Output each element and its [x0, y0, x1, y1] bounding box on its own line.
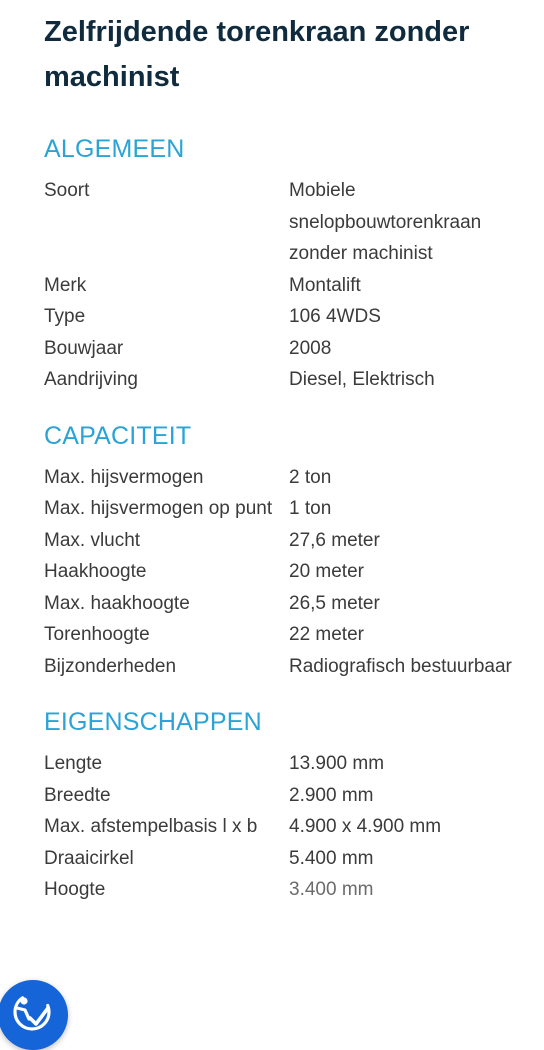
spec-row: [44, 811, 524, 843]
spec-value: Diesel, Elektrisch: [289, 369, 435, 390]
spec-value: 26,5 meter: [289, 592, 380, 614]
spec-label: Aandrijving: [44, 369, 138, 390]
spec-label: Breedte: [44, 784, 111, 806]
spec-row: [44, 843, 524, 875]
spec-value: 20 meter: [289, 561, 364, 582]
spec-value: 3.400 mm: [289, 879, 374, 900]
spec-value: 1 ton: [289, 498, 332, 519]
spec-value: 106 4WDS: [289, 306, 381, 327]
spec-row: [44, 493, 524, 525]
section-heading-eigenschappen: EIGENSCHAPPEN: [44, 708, 262, 736]
spec-label: Max. hijsvermogen: [44, 466, 204, 488]
spec-label: Bijzonderheden: [44, 655, 177, 677]
spec-value: 2008: [289, 337, 332, 359]
spec-label: Max. vlucht: [44, 529, 141, 551]
spec-row: [44, 333, 524, 365]
spec-row: [44, 780, 524, 812]
spec-row: [44, 364, 524, 396]
spec-value: 4.900 x 4.900 mm: [289, 816, 442, 837]
section-heading-capaciteit: CAPACITEIT: [44, 421, 192, 450]
spec-row: [44, 619, 524, 651]
spec-row: [44, 462, 524, 494]
spec-label: Bouwjaar: [44, 337, 124, 359]
spec-row: [44, 175, 524, 270]
spec-value: 5.400 mm: [289, 847, 374, 869]
section-heading-algemeen: ALGEMEEN: [44, 135, 185, 163]
spec-row: [44, 588, 524, 620]
spec-value: 2 ton: [289, 466, 332, 488]
spec-label: Max. afstempelbasis l x b: [44, 816, 258, 837]
spec-label: Haakhoogte: [44, 561, 147, 582]
spec-value: 13.900 mm: [289, 753, 385, 774]
spec-row: [44, 525, 524, 557]
accessibility-check-icon: [8, 988, 56, 1036]
spec-label: Soort: [44, 180, 90, 201]
spec-value: Mobiele snelopbouwtorenkraan zonder machinist: [289, 180, 482, 264]
page-title: Zelfrijdende torenkraan zonder machinist: [44, 16, 470, 93]
spec-row: [44, 748, 524, 780]
spec-list-capaciteit: [44, 462, 524, 683]
spec-row: [44, 556, 524, 588]
spec-row: [44, 301, 524, 333]
spec-row: [44, 874, 524, 906]
spec-row: [44, 651, 524, 683]
accessibility-badge-button[interactable]: [0, 980, 68, 1050]
spec-value: 27,6 meter: [289, 529, 380, 551]
spec-label: Lengte: [44, 753, 103, 774]
spec-label: Hoogte: [44, 879, 106, 900]
spec-page: [44, 0, 524, 906]
spec-label: Type: [44, 306, 86, 327]
spec-value: Radiografisch bestuurbaar: [289, 655, 512, 677]
spec-value: 2.900 mm: [289, 784, 374, 806]
spec-label: Max. haakhoogte: [44, 592, 190, 614]
spec-value: 22 meter: [289, 624, 364, 645]
spec-list-eigenschappen: [44, 748, 524, 906]
spec-label: Torenhoogte: [44, 624, 150, 645]
spec-label: Merk: [44, 274, 87, 296]
spec-label: Draaicirkel: [44, 847, 134, 869]
spec-list-algemeen: [44, 175, 524, 396]
spec-row: [44, 270, 524, 302]
spec-value: Montalift: [289, 274, 361, 296]
spec-label: Max. hijsvermogen op punt: [44, 498, 273, 519]
